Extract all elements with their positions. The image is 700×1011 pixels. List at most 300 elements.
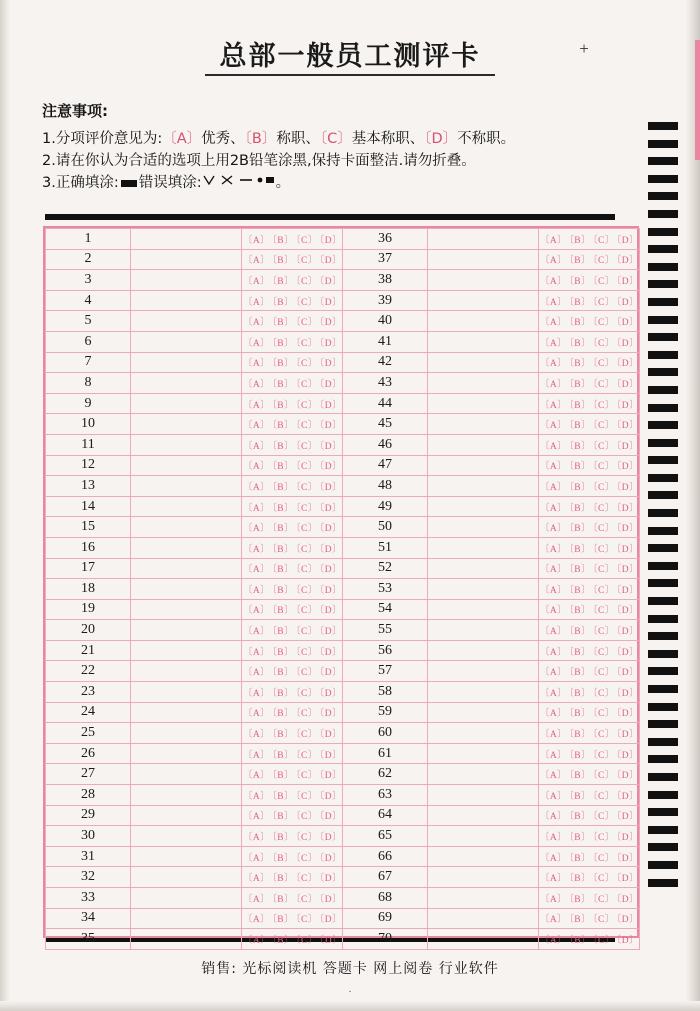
- answer-options-right[interactable]: [539, 723, 640, 744]
- bubble-option-c[interactable]: 〔C〕: [592, 709, 615, 720]
- bubble-option-c[interactable]: 〔C〕: [592, 791, 615, 802]
- bubble-option-b[interactable]: 〔B〕: [569, 565, 591, 576]
- bubble-option-d[interactable]: 〔D〕: [616, 915, 639, 926]
- answer-options-left[interactable]: [242, 229, 343, 250]
- answer-options-left[interactable]: [242, 352, 343, 373]
- answer-options-right[interactable]: [539, 537, 640, 558]
- bubble-option-c[interactable]: 〔C〕: [592, 730, 615, 741]
- answer-options-left[interactable]: [242, 764, 343, 785]
- bubble-option-c[interactable]: 〔C〕: [592, 297, 615, 308]
- answer-options-right[interactable]: [539, 290, 640, 311]
- bubble-option-b[interactable]: 〔B〕: [569, 812, 591, 823]
- bubble-option-c[interactable]: 〔C〕: [295, 318, 318, 329]
- bubble-option-b[interactable]: 〔B〕: [272, 730, 294, 741]
- bubble-option-d[interactable]: 〔D〕: [319, 791, 342, 802]
- bubble-option-b[interactable]: 〔B〕: [272, 833, 294, 844]
- bubble-option-b[interactable]: 〔B〕: [272, 606, 294, 617]
- bubble-option-b[interactable]: 〔B〕: [272, 935, 294, 946]
- bubble-option-b[interactable]: 〔B〕: [569, 482, 591, 493]
- answer-options-right[interactable]: [539, 373, 640, 394]
- bubble-option-c[interactable]: 〔C〕: [592, 812, 615, 823]
- bubble-option-b[interactable]: 〔B〕: [272, 359, 294, 370]
- bubble-option-d[interactable]: 〔D〕: [319, 379, 342, 390]
- bubble-option-c[interactable]: 〔C〕: [295, 730, 318, 741]
- bubble-option-a[interactable]: 〔A〕: [243, 812, 271, 823]
- bubble-option-a[interactable]: 〔A〕: [540, 771, 568, 782]
- bubble-option-d[interactable]: 〔D〕: [616, 771, 639, 782]
- bubble-option-c[interactable]: 〔C〕: [295, 812, 318, 823]
- bubble-option-c[interactable]: 〔C〕: [592, 544, 615, 555]
- answer-options-left[interactable]: [242, 311, 343, 332]
- bubble-option-b[interactable]: 〔B〕: [569, 585, 591, 596]
- bubble-option-d[interactable]: 〔D〕: [319, 482, 342, 493]
- bubble-option-a[interactable]: 〔A〕: [540, 833, 568, 844]
- bubble-option-c[interactable]: 〔C〕: [295, 750, 318, 761]
- answer-options-right[interactable]: [539, 249, 640, 270]
- answer-options-left[interactable]: [242, 888, 343, 909]
- bubble-option-b[interactable]: 〔B〕: [569, 750, 591, 761]
- bubble-option-c[interactable]: 〔C〕: [295, 235, 318, 246]
- bubble-option-a[interactable]: 〔A〕: [540, 709, 568, 720]
- bubble-option-a[interactable]: 〔A〕: [243, 585, 271, 596]
- bubble-option-d[interactable]: 〔D〕: [319, 276, 342, 287]
- answer-options-right[interactable]: [539, 908, 640, 929]
- bubble-option-c[interactable]: 〔C〕: [295, 606, 318, 617]
- bubble-option-a[interactable]: 〔A〕: [243, 297, 271, 308]
- bubble-option-a[interactable]: 〔A〕: [243, 771, 271, 782]
- bubble-option-b[interactable]: 〔B〕: [569, 709, 591, 720]
- answer-options-right[interactable]: [539, 640, 640, 661]
- answer-options-right[interactable]: [539, 517, 640, 538]
- answer-options-right[interactable]: [539, 229, 640, 250]
- bubble-option-d[interactable]: 〔D〕: [616, 441, 639, 452]
- bubble-option-b[interactable]: 〔B〕: [569, 915, 591, 926]
- bubble-option-a[interactable]: 〔A〕: [540, 730, 568, 741]
- bubble-option-b[interactable]: 〔B〕: [272, 400, 294, 411]
- bubble-option-a[interactable]: 〔A〕: [243, 421, 271, 432]
- bubble-option-a[interactable]: 〔A〕: [243, 359, 271, 370]
- answer-options-right[interactable]: [539, 661, 640, 682]
- answer-options-left[interactable]: [242, 805, 343, 826]
- answer-options-right[interactable]: [539, 311, 640, 332]
- bubble-option-b[interactable]: 〔B〕: [569, 791, 591, 802]
- bubble-option-d[interactable]: 〔D〕: [616, 235, 639, 246]
- bubble-option-c[interactable]: 〔C〕: [295, 935, 318, 946]
- bubble-option-c[interactable]: 〔C〕: [295, 833, 318, 844]
- answer-options-right[interactable]: [539, 496, 640, 517]
- bubble-option-c[interactable]: 〔C〕: [592, 524, 615, 535]
- answer-options-right[interactable]: [539, 455, 640, 476]
- bubble-option-d[interactable]: 〔D〕: [319, 915, 342, 926]
- bubble-option-c[interactable]: 〔C〕: [295, 503, 318, 514]
- bubble-option-b[interactable]: 〔B〕: [272, 585, 294, 596]
- bubble-option-c[interactable]: 〔C〕: [592, 585, 615, 596]
- answer-options-left[interactable]: [242, 929, 343, 950]
- bubble-option-b[interactable]: 〔B〕: [569, 421, 591, 432]
- bubble-option-a[interactable]: 〔A〕: [540, 668, 568, 679]
- bubble-option-b[interactable]: 〔B〕: [272, 524, 294, 535]
- answer-options-right[interactable]: [539, 476, 640, 497]
- answer-options-left[interactable]: [242, 661, 343, 682]
- bubble-option-d[interactable]: 〔D〕: [616, 297, 639, 308]
- bubble-option-a[interactable]: 〔A〕: [243, 791, 271, 802]
- bubble-option-a[interactable]: 〔A〕: [540, 812, 568, 823]
- bubble-option-b[interactable]: 〔B〕: [569, 668, 591, 679]
- answer-options-left[interactable]: [242, 908, 343, 929]
- bubble-option-c[interactable]: 〔C〕: [592, 874, 615, 885]
- bubble-option-c[interactable]: 〔C〕: [592, 627, 615, 638]
- bubble-option-d[interactable]: 〔D〕: [319, 503, 342, 514]
- bubble-option-d[interactable]: 〔D〕: [319, 771, 342, 782]
- bubble-option-c[interactable]: 〔C〕: [295, 668, 318, 679]
- bubble-option-a[interactable]: 〔A〕: [243, 441, 271, 452]
- answer-options-left[interactable]: [242, 599, 343, 620]
- bubble-option-a[interactable]: 〔A〕: [540, 627, 568, 638]
- bubble-option-a[interactable]: 〔A〕: [243, 935, 271, 946]
- bubble-option-c[interactable]: 〔C〕: [592, 668, 615, 679]
- bubble-option-d[interactable]: 〔D〕: [319, 235, 342, 246]
- bubble-option-b[interactable]: 〔B〕: [569, 894, 591, 905]
- bubble-option-c[interactable]: 〔C〕: [592, 318, 615, 329]
- bubble-option-a[interactable]: 〔A〕: [540, 524, 568, 535]
- bubble-option-a[interactable]: 〔A〕: [243, 565, 271, 576]
- bubble-option-c[interactable]: 〔C〕: [592, 256, 615, 267]
- answer-options-right[interactable]: [539, 331, 640, 352]
- bubble-option-c[interactable]: 〔C〕: [295, 688, 318, 699]
- bubble-option-a[interactable]: 〔A〕: [540, 297, 568, 308]
- answer-options-left[interactable]: [242, 743, 343, 764]
- bubble-option-d[interactable]: 〔D〕: [616, 935, 639, 946]
- bubble-option-a[interactable]: 〔A〕: [243, 482, 271, 493]
- bubble-option-a[interactable]: 〔A〕: [540, 235, 568, 246]
- bubble-option-d[interactable]: 〔D〕: [616, 709, 639, 720]
- bubble-option-b[interactable]: 〔B〕: [569, 874, 591, 885]
- bubble-option-d[interactable]: 〔D〕: [616, 874, 639, 885]
- answer-options-right[interactable]: [539, 579, 640, 600]
- bubble-option-b[interactable]: 〔B〕: [272, 853, 294, 864]
- bubble-option-a[interactable]: 〔A〕: [540, 915, 568, 926]
- answer-options-right[interactable]: [539, 682, 640, 703]
- bubble-option-a[interactable]: 〔A〕: [243, 730, 271, 741]
- bubble-option-d[interactable]: 〔D〕: [319, 441, 342, 452]
- bubble-option-a[interactable]: 〔A〕: [243, 235, 271, 246]
- bubble-option-a[interactable]: 〔A〕: [243, 894, 271, 905]
- bubble-option-c[interactable]: 〔C〕: [295, 771, 318, 782]
- answer-options-left[interactable]: [242, 455, 343, 476]
- bubble-option-c[interactable]: 〔C〕: [592, 565, 615, 576]
- bubble-option-c[interactable]: 〔C〕: [592, 462, 615, 473]
- bubble-option-d[interactable]: 〔D〕: [616, 359, 639, 370]
- bubble-option-d[interactable]: 〔D〕: [616, 256, 639, 267]
- answer-options-right[interactable]: [539, 867, 640, 888]
- bubble-option-a[interactable]: 〔A〕: [540, 585, 568, 596]
- bubble-option-b[interactable]: 〔B〕: [569, 524, 591, 535]
- bubble-option-c[interactable]: 〔C〕: [592, 647, 615, 658]
- bubble-option-c[interactable]: 〔C〕: [295, 853, 318, 864]
- bubble-option-d[interactable]: 〔D〕: [616, 379, 639, 390]
- answer-options-left[interactable]: [242, 620, 343, 641]
- bubble-option-d[interactable]: 〔D〕: [319, 318, 342, 329]
- bubble-option-d[interactable]: 〔D〕: [616, 750, 639, 761]
- bubble-option-a[interactable]: 〔A〕: [540, 874, 568, 885]
- answer-options-right[interactable]: [539, 620, 640, 641]
- bubble-option-b[interactable]: 〔B〕: [569, 771, 591, 782]
- bubble-option-d[interactable]: 〔D〕: [319, 256, 342, 267]
- bubble-option-b[interactable]: 〔B〕: [272, 256, 294, 267]
- bubble-option-d[interactable]: 〔D〕: [616, 462, 639, 473]
- bubble-option-d[interactable]: 〔D〕: [319, 647, 342, 658]
- bubble-option-c[interactable]: 〔C〕: [295, 524, 318, 535]
- bubble-option-a[interactable]: 〔A〕: [540, 421, 568, 432]
- bubble-option-b[interactable]: 〔B〕: [569, 647, 591, 658]
- answer-options-right[interactable]: [539, 888, 640, 909]
- answer-options-left[interactable]: [242, 723, 343, 744]
- bubble-option-b[interactable]: 〔B〕: [569, 627, 591, 638]
- answer-options-left[interactable]: [242, 846, 343, 867]
- bubble-option-b[interactable]: 〔B〕: [569, 338, 591, 349]
- bubble-option-c[interactable]: 〔C〕: [295, 791, 318, 802]
- bubble-option-a[interactable]: 〔A〕: [540, 647, 568, 658]
- bubble-option-a[interactable]: 〔A〕: [540, 338, 568, 349]
- bubble-option-d[interactable]: 〔D〕: [319, 688, 342, 699]
- bubble-option-c[interactable]: 〔C〕: [592, 688, 615, 699]
- bubble-option-b[interactable]: 〔B〕: [272, 276, 294, 287]
- answer-options-left[interactable]: [242, 558, 343, 579]
- bubble-option-c[interactable]: 〔C〕: [592, 441, 615, 452]
- bubble-option-c[interactable]: 〔C〕: [592, 338, 615, 349]
- bubble-option-b[interactable]: 〔B〕: [569, 833, 591, 844]
- bubble-option-c[interactable]: 〔C〕: [592, 833, 615, 844]
- bubble-option-a[interactable]: 〔A〕: [540, 565, 568, 576]
- bubble-option-a[interactable]: 〔A〕: [540, 359, 568, 370]
- bubble-option-d[interactable]: 〔D〕: [319, 894, 342, 905]
- bubble-option-d[interactable]: 〔D〕: [319, 709, 342, 720]
- bubble-option-b[interactable]: 〔B〕: [272, 297, 294, 308]
- bubble-option-d[interactable]: 〔D〕: [319, 338, 342, 349]
- bubble-option-a[interactable]: 〔A〕: [243, 503, 271, 514]
- bubble-option-d[interactable]: 〔D〕: [319, 627, 342, 638]
- answer-options-left[interactable]: [242, 414, 343, 435]
- answer-options-right[interactable]: [539, 743, 640, 764]
- bubble-option-b[interactable]: 〔B〕: [569, 544, 591, 555]
- answer-options-left[interactable]: [242, 496, 343, 517]
- bubble-option-d[interactable]: 〔D〕: [616, 853, 639, 864]
- answer-options-right[interactable]: [539, 805, 640, 826]
- bubble-option-c[interactable]: 〔C〕: [295, 256, 318, 267]
- bubble-option-d[interactable]: 〔D〕: [319, 874, 342, 885]
- bubble-option-b[interactable]: 〔B〕: [272, 750, 294, 761]
- answer-options-right[interactable]: [539, 764, 640, 785]
- answer-options-left[interactable]: [242, 537, 343, 558]
- bubble-option-c[interactable]: 〔C〕: [295, 482, 318, 493]
- bubble-option-b[interactable]: 〔B〕: [569, 462, 591, 473]
- bubble-option-d[interactable]: 〔D〕: [319, 935, 342, 946]
- bubble-option-a[interactable]: 〔A〕: [243, 874, 271, 885]
- answer-options-right[interactable]: [539, 785, 640, 806]
- bubble-option-b[interactable]: 〔B〕: [272, 894, 294, 905]
- bubble-option-b[interactable]: 〔B〕: [569, 441, 591, 452]
- bubble-option-a[interactable]: 〔A〕: [540, 853, 568, 864]
- bubble-option-d[interactable]: 〔D〕: [319, 668, 342, 679]
- bubble-option-b[interactable]: 〔B〕: [569, 688, 591, 699]
- bubble-option-a[interactable]: 〔A〕: [540, 606, 568, 617]
- answer-options-right[interactable]: [539, 270, 640, 291]
- answer-options-right[interactable]: [539, 846, 640, 867]
- answer-options-left[interactable]: [242, 682, 343, 703]
- bubble-option-c[interactable]: 〔C〕: [592, 235, 615, 246]
- bubble-option-c[interactable]: 〔C〕: [592, 606, 615, 617]
- bubble-option-c[interactable]: 〔C〕: [295, 379, 318, 390]
- answer-options-right[interactable]: [539, 826, 640, 847]
- answer-options-right[interactable]: [539, 414, 640, 435]
- bubble-option-b[interactable]: 〔B〕: [569, 359, 591, 370]
- answer-options-left[interactable]: [242, 867, 343, 888]
- bubble-option-a[interactable]: 〔A〕: [540, 935, 568, 946]
- bubble-option-a[interactable]: 〔A〕: [540, 400, 568, 411]
- bubble-option-c[interactable]: 〔C〕: [592, 482, 615, 493]
- bubble-option-b[interactable]: 〔B〕: [569, 276, 591, 287]
- bubble-option-a[interactable]: 〔A〕: [243, 915, 271, 926]
- bubble-option-a[interactable]: 〔A〕: [243, 647, 271, 658]
- bubble-option-c[interactable]: 〔C〕: [295, 462, 318, 473]
- bubble-option-c[interactable]: 〔C〕: [295, 400, 318, 411]
- bubble-option-b[interactable]: 〔B〕: [272, 482, 294, 493]
- bubble-option-b[interactable]: 〔B〕: [569, 503, 591, 514]
- bubble-option-d[interactable]: 〔D〕: [616, 647, 639, 658]
- bubble-option-b[interactable]: 〔B〕: [272, 565, 294, 576]
- bubble-option-d[interactable]: 〔D〕: [319, 359, 342, 370]
- bubble-option-b[interactable]: 〔B〕: [569, 730, 591, 741]
- bubble-option-c[interactable]: 〔C〕: [295, 544, 318, 555]
- bubble-option-d[interactable]: 〔D〕: [616, 503, 639, 514]
- bubble-option-a[interactable]: 〔A〕: [243, 544, 271, 555]
- answer-options-left[interactable]: [242, 393, 343, 414]
- bubble-option-c[interactable]: 〔C〕: [295, 915, 318, 926]
- bubble-option-b[interactable]: 〔B〕: [272, 338, 294, 349]
- bubble-option-a[interactable]: 〔A〕: [540, 544, 568, 555]
- bubble-option-b[interactable]: 〔B〕: [569, 235, 591, 246]
- bubble-option-a[interactable]: 〔A〕: [540, 791, 568, 802]
- answer-options-right[interactable]: [539, 352, 640, 373]
- bubble-option-c[interactable]: 〔C〕: [295, 627, 318, 638]
- answer-options-left[interactable]: [242, 290, 343, 311]
- bubble-option-a[interactable]: 〔A〕: [243, 338, 271, 349]
- bubble-option-c[interactable]: 〔C〕: [592, 400, 615, 411]
- bubble-option-c[interactable]: 〔C〕: [295, 338, 318, 349]
- bubble-option-c[interactable]: 〔C〕: [592, 276, 615, 287]
- bubble-option-c[interactable]: 〔C〕: [295, 359, 318, 370]
- bubble-option-d[interactable]: 〔D〕: [319, 462, 342, 473]
- bubble-option-a[interactable]: 〔A〕: [243, 833, 271, 844]
- bubble-option-b[interactable]: 〔B〕: [272, 441, 294, 452]
- bubble-option-d[interactable]: 〔D〕: [616, 276, 639, 287]
- bubble-option-c[interactable]: 〔C〕: [592, 915, 615, 926]
- bubble-option-a[interactable]: 〔A〕: [540, 482, 568, 493]
- bubble-option-a[interactable]: 〔A〕: [540, 462, 568, 473]
- bubble-option-d[interactable]: 〔D〕: [319, 833, 342, 844]
- bubble-option-a[interactable]: 〔A〕: [243, 379, 271, 390]
- bubble-option-c[interactable]: 〔C〕: [592, 771, 615, 782]
- bubble-option-c[interactable]: 〔C〕: [295, 441, 318, 452]
- bubble-option-a[interactable]: 〔A〕: [540, 276, 568, 287]
- bubble-option-d[interactable]: 〔D〕: [616, 791, 639, 802]
- bubble-option-d[interactable]: 〔D〕: [616, 668, 639, 679]
- bubble-option-d[interactable]: 〔D〕: [319, 585, 342, 596]
- answer-options-left[interactable]: [242, 331, 343, 352]
- bubble-option-b[interactable]: 〔B〕: [569, 400, 591, 411]
- bubble-option-d[interactable]: 〔D〕: [319, 421, 342, 432]
- bubble-option-b[interactable]: 〔B〕: [569, 853, 591, 864]
- bubble-option-a[interactable]: 〔A〕: [540, 318, 568, 329]
- bubble-option-a[interactable]: 〔A〕: [243, 606, 271, 617]
- bubble-option-a[interactable]: 〔A〕: [540, 503, 568, 514]
- bubble-option-a[interactable]: 〔A〕: [243, 276, 271, 287]
- bubble-option-b[interactable]: 〔B〕: [272, 627, 294, 638]
- bubble-option-b[interactable]: 〔B〕: [569, 318, 591, 329]
- answer-options-right[interactable]: [539, 434, 640, 455]
- bubble-option-c[interactable]: 〔C〕: [592, 935, 615, 946]
- bubble-option-c[interactable]: 〔C〕: [295, 647, 318, 658]
- answer-options-left[interactable]: [242, 517, 343, 538]
- bubble-option-b[interactable]: 〔B〕: [272, 647, 294, 658]
- bubble-option-d[interactable]: 〔D〕: [319, 812, 342, 823]
- bubble-option-b[interactable]: 〔B〕: [272, 318, 294, 329]
- bubble-option-b[interactable]: 〔B〕: [272, 379, 294, 390]
- bubble-option-d[interactable]: 〔D〕: [616, 688, 639, 699]
- bubble-option-d[interactable]: 〔D〕: [616, 544, 639, 555]
- bubble-option-c[interactable]: 〔C〕: [295, 585, 318, 596]
- bubble-option-c[interactable]: 〔C〕: [295, 709, 318, 720]
- bubble-option-a[interactable]: 〔A〕: [243, 668, 271, 679]
- bubble-option-c[interactable]: 〔C〕: [592, 359, 615, 370]
- bubble-option-b[interactable]: 〔B〕: [272, 544, 294, 555]
- bubble-option-d[interactable]: 〔D〕: [616, 421, 639, 432]
- bubble-option-b[interactable]: 〔B〕: [272, 503, 294, 514]
- bubble-option-b[interactable]: 〔B〕: [569, 297, 591, 308]
- bubble-option-a[interactable]: 〔A〕: [243, 462, 271, 473]
- bubble-option-d[interactable]: 〔D〕: [616, 833, 639, 844]
- answer-options-left[interactable]: [242, 785, 343, 806]
- bubble-option-a[interactable]: 〔A〕: [243, 627, 271, 638]
- bubble-option-d[interactable]: 〔D〕: [319, 853, 342, 864]
- answer-options-right[interactable]: [539, 558, 640, 579]
- bubble-option-d[interactable]: 〔D〕: [319, 544, 342, 555]
- answer-options-right[interactable]: [539, 393, 640, 414]
- bubble-option-d[interactable]: 〔D〕: [319, 297, 342, 308]
- bubble-option-d[interactable]: 〔D〕: [616, 585, 639, 596]
- bubble-option-a[interactable]: 〔A〕: [540, 894, 568, 905]
- bubble-option-c[interactable]: 〔C〕: [592, 894, 615, 905]
- bubble-option-c[interactable]: 〔C〕: [592, 503, 615, 514]
- bubble-option-d[interactable]: 〔D〕: [319, 730, 342, 741]
- bubble-option-d[interactable]: 〔D〕: [616, 338, 639, 349]
- bubble-option-d[interactable]: 〔D〕: [616, 400, 639, 411]
- bubble-option-a[interactable]: 〔A〕: [540, 688, 568, 699]
- answer-options-left[interactable]: [242, 579, 343, 600]
- bubble-option-d[interactable]: 〔D〕: [616, 606, 639, 617]
- bubble-option-c[interactable]: 〔C〕: [295, 874, 318, 885]
- bubble-option-d[interactable]: 〔D〕: [616, 627, 639, 638]
- bubble-option-d[interactable]: 〔D〕: [319, 750, 342, 761]
- bubble-option-a[interactable]: 〔A〕: [540, 256, 568, 267]
- bubble-option-d[interactable]: 〔D〕: [319, 524, 342, 535]
- bubble-option-d[interactable]: 〔D〕: [319, 400, 342, 411]
- bubble-option-d[interactable]: 〔D〕: [616, 894, 639, 905]
- bubble-option-b[interactable]: 〔B〕: [272, 771, 294, 782]
- bubble-option-a[interactable]: 〔A〕: [243, 853, 271, 864]
- bubble-option-a[interactable]: 〔A〕: [243, 318, 271, 329]
- bubble-option-d[interactable]: 〔D〕: [319, 606, 342, 617]
